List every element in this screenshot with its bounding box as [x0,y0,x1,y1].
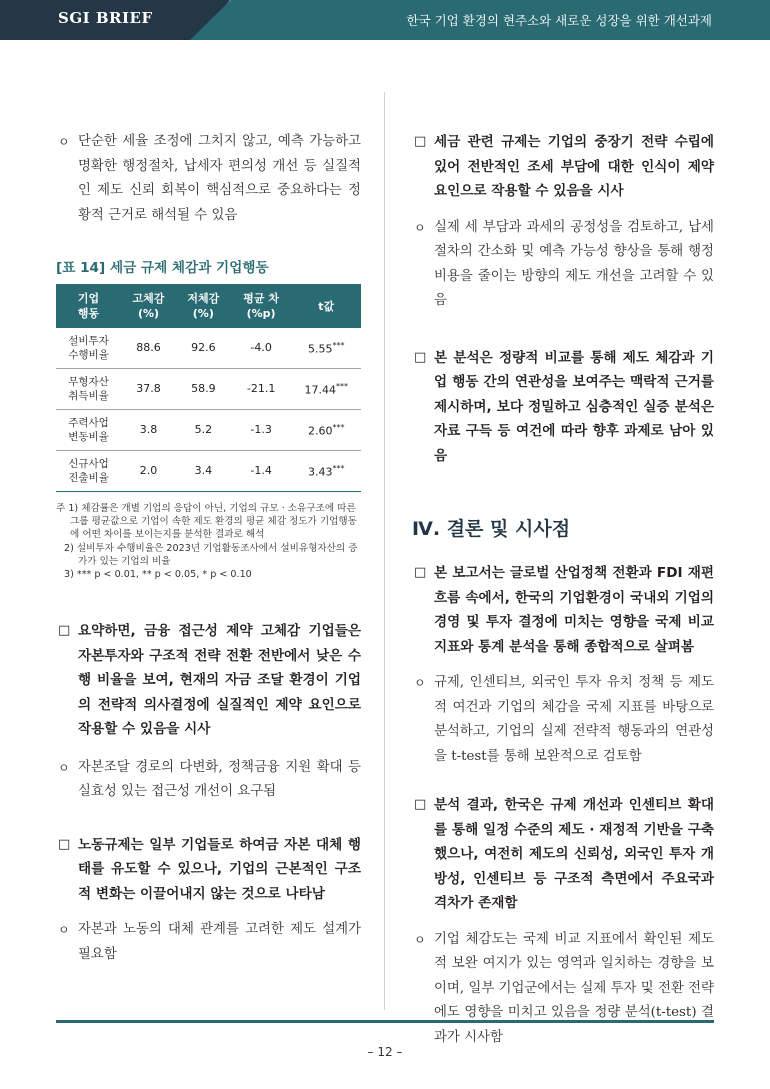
t-value-cell: 5.55*** [291,328,361,369]
left-column [56,130,361,967]
table-header: 평균 차 (%p) [231,284,292,328]
page-header [0,0,770,40]
low-perception-cell: 5.2 [176,410,231,451]
table-caption: [표 14] 세금 규제 체감과 기업행동 [56,260,269,276]
table-row [56,410,361,451]
note: 주 1) 체감률은 개별 기업의 응답이 아닌, 기업의 규모 · 소유구조에 따른 그룹 평균값으로 기업이 속한 제도 환경의 평균 체감 정도가 기업행동에 어떤 차이를 보이는지를 분석한 결과로 해석 [56,503,357,541]
paragraph: ㅇ 실제 세 부담과 과세의 공정성을 검토하고, 납세 절차의 간소화 및 예측 가능성 향상을 통해 행정 비용을 줄이는 방향의 제도 개선을 고려할 수 있음 [412,216,714,314]
high-perception-cell: 88.6 [121,328,176,369]
mean-diff-cell: -4.0 [231,328,292,369]
low-perception-cell: 92.6 [176,328,231,369]
square-bullet-icon: □ [414,349,427,365]
table-row [56,369,361,410]
paragraph: ㅇ 단순한 세율 조정에 그치지 않고, 예측 가능하고 명확한 행정절차, 납세자 편의성 개선 등 실질적인 제도 신뢰 회복이 핵심적으로 중요하다는 정황적 근거로 해석될 수 있음 [56,130,361,228]
paragraph: ㅇ 자본조달 경로의 다변화, 정책금융 지원 확대 등 실효성 있는 접근성 개선이 요구됨 [56,756,361,805]
table-header: 고체감 (%) [121,284,176,328]
square-bullet-icon: □ [414,134,427,149]
table-header: t값 [291,284,361,328]
paragraph: □ 세금 관련 규제는 기업의 중장기 전략 수립에 있어 전반적인 조세 부담에 대한 인식이 제약 요인으로 작용할 수 있음을 시사 [412,130,714,204]
paragraph: □ 본 보고서는 글로벌 산업정책 전환과 FDI 재편 흐름 속에서, 한국의 기업환경이 국내외 기업의 경영 및 투자 결정에 미치는 영향을 국제 비교 지표와 통계 분석을 통해 종합적으로 살펴봄 [412,561,714,659]
circle-bullet-icon: ㅇ [58,760,70,775]
circle-bullet-icon: ㅇ [414,932,426,947]
t-value-cell: 17.44*** [291,369,361,410]
mean-diff-cell: -1.3 [231,410,292,451]
high-perception-cell: 3.8 [121,410,176,451]
table-row [56,328,361,369]
right-column [412,130,714,1050]
t-value-cell: 3.43*** [291,451,361,492]
brand-logo: SGI BRIEF [58,9,153,27]
table-header: 저체감 (%) [176,284,231,328]
table-header: 기업 행동 [56,284,121,328]
page-number: – 12 – [367,1045,403,1059]
column-divider [384,92,385,1010]
square-bullet-icon: □ [414,797,427,812]
row-label: 신규사업 진출비율 [56,451,121,492]
row-label: 무형자산 취득비율 [56,369,121,410]
paragraph: □ 분석 결과, 한국은 규제 개선과 인센티브 확대를 통해 일정 수준의 제도 · 재정적 기반을 구축했으나, 여전히 제도의 신뢰성, 외국인 투자 개방성, 인센티브 등 구조적 측면에서 주요국과 격차가 존재함 [412,793,714,916]
table-row [56,451,361,492]
note: 2) 설비투자 수행비율은 2023년 기업활동조사에서 설비유형자산의 증가가 있는 기업의 비율 [64,542,358,567]
low-perception-cell: 3.4 [176,451,231,492]
row-label: 설비투자 수행비율 [56,328,121,369]
high-perception-cell: 37.8 [121,369,176,410]
circle-bullet-icon: ㅇ [414,220,426,235]
circle-bullet-icon: ㅇ [58,923,70,938]
paragraph: □ 요약하면, 금융 접근성 제약 고체감 기업들은 자본투자와 구조적 전략 전환 전반에서 낮은 수행 비율을 보여, 현재의 자금 조달 환경이 기업의 전략적 의사결정에 실질적인 제약 요인으로 작용할 수 있음을 시사 [56,619,361,742]
mean-diff-cell: -1.4 [231,451,292,492]
square-bullet-icon: □ [58,836,71,852]
footer-rule [56,1020,714,1023]
low-perception-cell: 58.9 [176,369,231,410]
row-label: 주력사업 변동비율 [56,410,121,451]
high-perception-cell: 2.0 [121,451,176,492]
table-notes [56,502,361,581]
header-title: 한국 기업 환경의 현주소와 새로운 성장을 위한 개선과제 [406,13,712,28]
circle-bullet-icon: ㅇ [58,135,70,149]
mean-diff-cell: -21.1 [231,369,292,410]
paragraph: □ 본 분석은 정량적 비교를 통해 제도 체감과 기업 행동 간의 연관성을 보여주는 맥락적 근거를 제시하며, 보다 정밀하고 심층적인 실증 분석은 자료 구득 등 여건에 따라 향후 과제로 남아 있음 [412,346,714,469]
paragraph: □ 노동규제는 일부 기업들로 하여금 자본 대체 행태를 유도할 수 있으나, 기업의 근본적인 구조적 변화는 이끌어내지 않는 것으로 나타남 [56,833,361,907]
paragraph: ㅇ 자본과 노동의 대체 관계를 고려한 제도 설계가 필요함 [56,918,361,967]
square-bullet-icon: □ [414,565,427,580]
paragraph: ㅇ 규제, 인센티브, 외국인 투자 유치 정책 등 제도적 여건과 기업의 체감을 국제 지표를 바탕으로 분석하고, 기업의 실제 전략적 행동과의 연관성을 t-test를 통해 보완적으로 검토함 [412,671,714,769]
t-value-cell: 2.60*** [291,410,361,451]
square-bullet-icon: □ [58,623,71,639]
section-title: Ⅳ. 결론 및 시사점 [412,518,571,540]
circle-bullet-icon: ㅇ [414,676,426,690]
data-table [56,284,361,492]
paragraph: ㅇ 기업 체감도는 국제 비교 지표에서 확인된 제도적 보완 여지가 있는 영역과 일치하는 경향을 보이며, 일부 기업군에서는 실제 투자 및 전환 전략에도 영향을 미치고 있음을 정량 분석(t-test) 결과가 시사함 [412,928,714,1051]
note: 3) *** p < 0.01, ** p < 0.05, * p < 0.10 [64,569,252,581]
